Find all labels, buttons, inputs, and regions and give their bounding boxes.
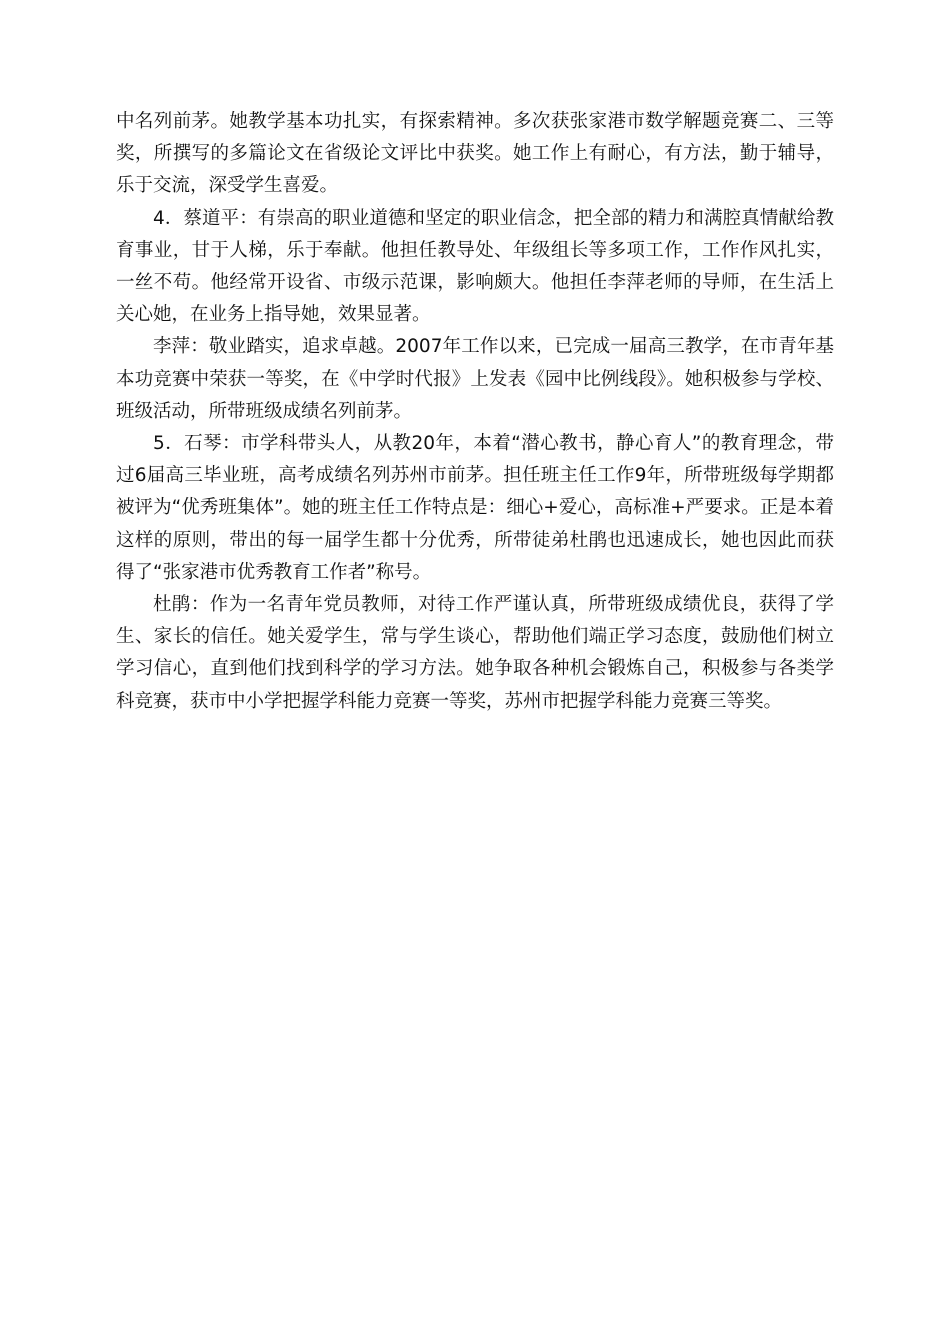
paragraph-cai-daoping: 4．蔡道平：有崇高的职业道德和坚定的职业信念，把全部的精力和满腔真情献给教育事业，甘于人梯，乐于奉献。他担任教导处、年级组长等多项工作，工作作风扎实，一丝不苟。他经常开设省、市级示范课，影响颇大。他担任李萍老师的导师，在生活上关心她，在业务上指导她，效果显著。 xyxy=(116,207,834,326)
paragraph-li-ping: 李萍：敬业踏实，追求卓越。2007年工作以来，已完成一届高三教学，在市青年基本功竞赛中荣获一等奖，在《中学时代报》上发表《园中比例线段》。她积极参与学校、班级活动，所带班级成绩名列前茅。 xyxy=(116,336,834,422)
paragraph-du-juan: 杜鹃：作为一名青年党员教师，对待工作严谨认真，所带班级成绩优良，获得了学生、家长的信任。她关爱学生，常与学生谈心，帮助他们端正学习态度，鼓励他们树立学习信心，直到他们找到科学的学习方法。她争取各种机会锻炼自己，积极参与各类学科竞赛，获市中小学把握学科能力竞赛一等奖，苏州市把握学科能力竞赛三等奖。 xyxy=(116,594,834,712)
document-page xyxy=(116,106,834,718)
paragraph-shi-qin: 5．石琴：市学科带头人，从教20年，本着“潜心教书，静心育人”的教育理念，带过6届高三毕业班，高考成绩名列苏州市前茅。担任班主任工作9年，所带班级每学期都被评为“优秀班集体”。她的班主任工作特点是：细心+爱心，高标准+严要求。正是本着这样的原则，带出的每一届学生都十分优秀，所带徒弟杜鹃也迅速成长，她也因此而获得了“张家港市优秀教育工作者”称号。 xyxy=(116,433,834,583)
paragraph-continuation: 中名列前茅。她教学基本功扎实，有探索精神。多次获张家港市数学解题竞赛二、三等奖，所撰写的多篇论文在省级论文评比中获奖。她工作上有耐心，有方法，勤于辅导，乐于交流，深受学生喜爱。 xyxy=(116,111,834,197)
